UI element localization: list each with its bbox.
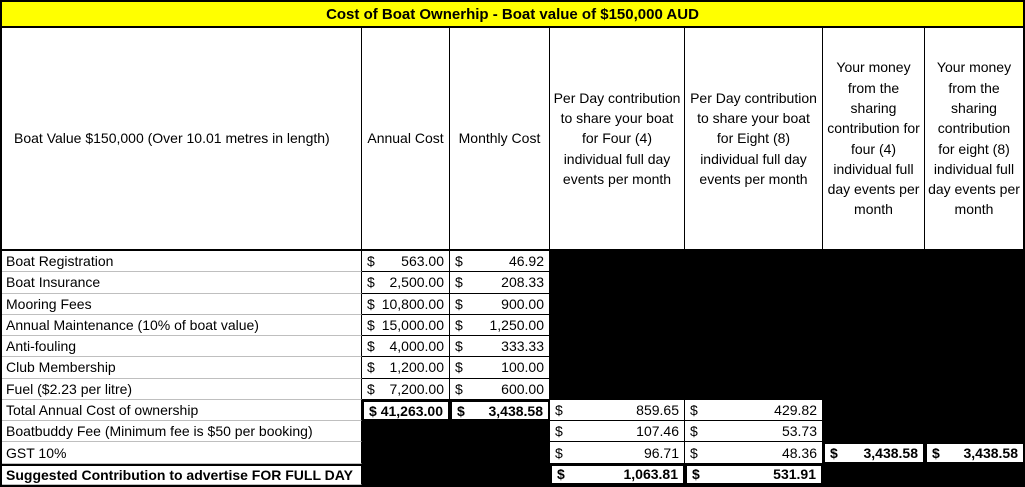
amount-value: 333.33 [501, 338, 544, 355]
money-cell-annual [362, 400, 450, 421]
blackout-cell [925, 379, 1023, 400]
blackout-cell [685, 379, 823, 400]
row-label: Mooring Fees [2, 294, 362, 315]
blackout-cell [550, 379, 685, 400]
row-label: Boat Registration [2, 251, 362, 272]
row-label: GST 10% [2, 442, 362, 463]
amount-value: 208.33 [501, 274, 544, 291]
blackout-cell [550, 357, 685, 378]
row-label: Boat Insurance [2, 272, 362, 293]
money-cell-share8 [925, 442, 1023, 463]
money-cell-perday8 [685, 421, 823, 442]
row-label: Boatbuddy Fee (Minimum fee is $50 per booking) [2, 421, 362, 442]
amount-value: 429.82 [774, 402, 817, 419]
blackout-cell [450, 464, 550, 485]
row-label: Club Membership [2, 357, 362, 378]
money-cell-monthly [450, 251, 550, 272]
money-cell-monthly [450, 357, 550, 378]
blackout-cell [550, 315, 685, 336]
row-label: Total Annual Cost of ownership [2, 400, 362, 421]
currency-symbol: $ [455, 274, 463, 291]
blackout-cell [925, 294, 1023, 315]
currency-symbol: $ [367, 359, 375, 376]
amount-value: 859.65 [636, 402, 679, 419]
blackout-cell [823, 251, 925, 272]
col-header-per-day-eight: Per Day contribution to share your boat for Eight (8) individual full day events per month [685, 28, 823, 251]
blackout-cell [925, 357, 1023, 378]
row-label: Suggested Contribution to advertise FOR FULL DAY [2, 464, 362, 485]
blackout-cell [823, 315, 925, 336]
currency-symbol: $ [367, 316, 375, 333]
amount-value: 531.91 [773, 466, 816, 483]
currency-symbol: $ [690, 444, 698, 461]
money-cell-monthly [450, 379, 550, 400]
row-label: Anti-fouling [2, 336, 362, 357]
currency-symbol: $ [367, 295, 375, 312]
blackout-cell [362, 464, 450, 485]
amount-value: 107.46 [636, 423, 679, 440]
blackout-cell [550, 294, 685, 315]
blackout-cell [823, 400, 925, 421]
currency-symbol: $ [690, 402, 698, 419]
blackout-cell [685, 315, 823, 336]
amount-value: 15,000.00 [381, 316, 444, 333]
money-cell-monthly [450, 272, 550, 293]
currency-symbol: $ [455, 295, 463, 312]
amount-value: 48.36 [781, 444, 817, 461]
currency-symbol: $ [555, 423, 563, 440]
money-cell-annual [362, 336, 450, 357]
blackout-cell [925, 464, 1023, 485]
col-header-annual-cost: Annual Cost [362, 28, 450, 251]
money-cell-monthly [450, 315, 550, 336]
blackout-cell [685, 336, 823, 357]
money-cell-annual [362, 272, 450, 293]
money-cell-annual [362, 357, 450, 378]
money-cell-monthly [450, 336, 550, 357]
blackout-cell [550, 251, 685, 272]
amount-value: 46.92 [508, 253, 544, 270]
currency-symbol: $ [367, 274, 375, 291]
money-cell-perday4 [550, 464, 685, 485]
col-header-your-money-four: Your money from the sharing contribution for four (4) individual full day events per month [823, 28, 925, 251]
money-cell-monthly [450, 400, 550, 421]
currency-symbol: $ [455, 253, 463, 270]
money-cell-perday8 [685, 442, 823, 463]
blackout-cell [925, 251, 1023, 272]
blackout-cell [823, 464, 925, 485]
amount-value: 53.73 [781, 423, 817, 440]
amount-value: 10,800.00 [381, 295, 444, 312]
currency-symbol: $ [369, 402, 377, 419]
money-cell-share4 [823, 442, 925, 463]
amount-value: 3,438.58 [863, 445, 918, 462]
blackout-cell [685, 272, 823, 293]
amount-value: 96.71 [643, 444, 679, 461]
currency-symbol: $ [557, 466, 565, 483]
blackout-cell [550, 336, 685, 357]
amount-value: 600.00 [501, 380, 544, 397]
money-cell-annual [362, 315, 450, 336]
amount-value: 2,500.00 [389, 274, 444, 291]
blackout-cell [925, 336, 1023, 357]
money-cell-annual [362, 379, 450, 400]
row-label: Annual Maintenance (10% of boat value) [2, 315, 362, 336]
col-header-monthly-cost: Monthly Cost [450, 28, 550, 251]
money-cell-perday8 [685, 464, 823, 485]
currency-symbol: $ [692, 466, 700, 483]
amount-value: 41,263.00 [380, 402, 443, 419]
blackout-cell [823, 272, 925, 293]
blackout-cell [823, 336, 925, 357]
amount-value: 563.00 [401, 253, 444, 270]
blackout-cell [362, 421, 450, 442]
currency-symbol: $ [830, 445, 838, 462]
currency-symbol: $ [367, 380, 375, 397]
currency-symbol: $ [455, 338, 463, 355]
currency-symbol: $ [690, 423, 698, 440]
currency-symbol: $ [455, 359, 463, 376]
col-header-per-day-four: Per Day contribution to share your boat for Four (4) individual full day events per month [550, 28, 685, 251]
blackout-cell [450, 421, 550, 442]
col-header-your-money-eight: Your money from the sharing contribution for eight (8) individual full day events per month [925, 28, 1023, 251]
blackout-cell [823, 421, 925, 442]
amount-value: 1,250.00 [489, 316, 544, 333]
money-cell-perday4 [550, 400, 685, 421]
blackout-cell [925, 400, 1023, 421]
amount-value: 900.00 [501, 295, 544, 312]
blackout-cell [823, 379, 925, 400]
blackout-cell [823, 357, 925, 378]
blackout-cell [925, 272, 1023, 293]
money-cell-perday4 [550, 442, 685, 463]
amount-value: 4,000.00 [389, 338, 444, 355]
blackout-cell [685, 251, 823, 272]
currency-symbol: $ [367, 338, 375, 355]
blackout-cell [823, 294, 925, 315]
blackout-cell [685, 294, 823, 315]
blackout-cell [550, 272, 685, 293]
blackout-cell [685, 357, 823, 378]
money-cell-annual [362, 294, 450, 315]
blackout-cell [450, 442, 550, 463]
currency-symbol: $ [932, 445, 940, 462]
amount-value: 1,063.81 [623, 466, 678, 483]
amount-value: 3,438.58 [488, 402, 543, 419]
amount-value: 1,200.00 [389, 359, 444, 376]
amount-value: 3,438.58 [963, 445, 1018, 462]
currency-symbol: $ [367, 253, 375, 270]
row-label: Fuel ($2.23 per litre) [2, 379, 362, 400]
blackout-cell [925, 421, 1023, 442]
amount-value: 7,200.00 [389, 380, 444, 397]
currency-symbol: $ [555, 402, 563, 419]
col-header-item: Boat Value $150,000 (Over 10.01 metres in length) [2, 28, 362, 251]
currency-symbol: $ [457, 402, 465, 419]
blackout-cell [362, 442, 450, 463]
blackout-cell [925, 315, 1023, 336]
money-cell-perday8 [685, 400, 823, 421]
money-cell-monthly [450, 294, 550, 315]
money-cell-annual [362, 251, 450, 272]
currency-symbol: $ [455, 316, 463, 333]
amount-value: 100.00 [501, 359, 544, 376]
currency-symbol: $ [555, 444, 563, 461]
currency-symbol: $ [455, 380, 463, 397]
money-cell-perday4 [550, 421, 685, 442]
table-title: Cost of Boat Ownerhip - Boat value of $150,000 AUD [2, 2, 1023, 28]
